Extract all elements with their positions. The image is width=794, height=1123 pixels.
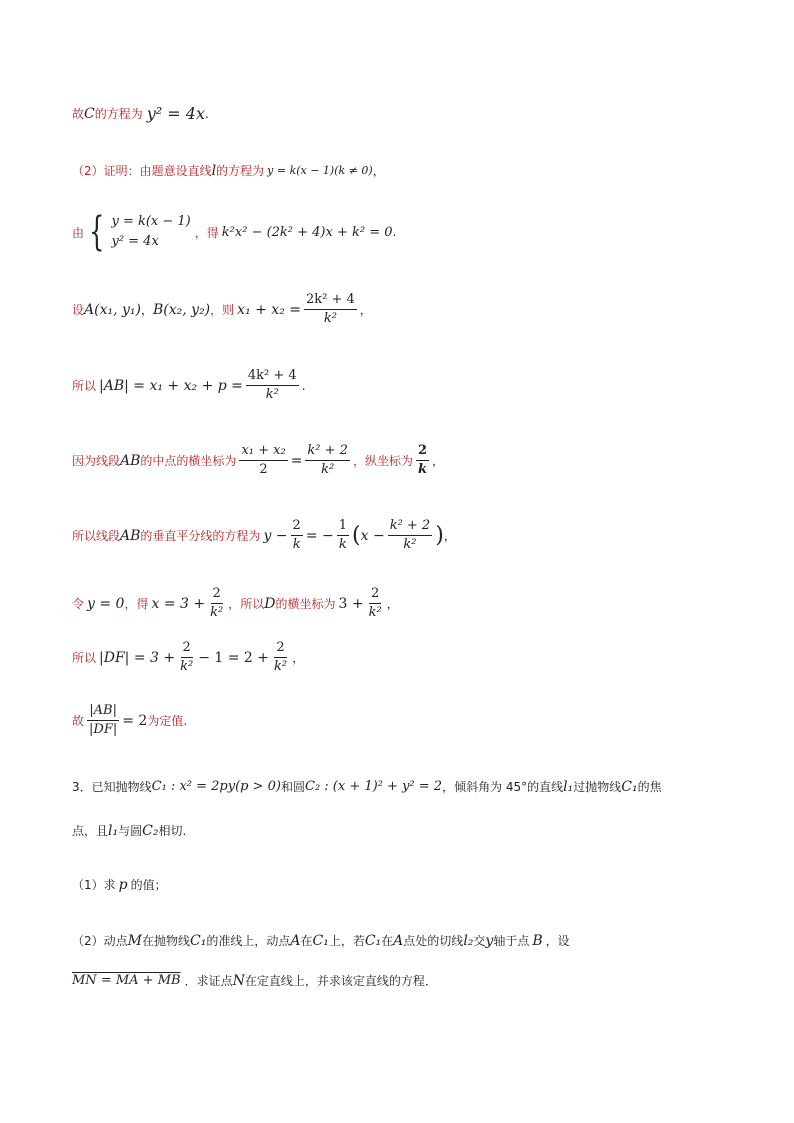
fraction bbox=[416, 443, 429, 478]
text: 为定值. bbox=[147, 714, 188, 728]
denominator: k² bbox=[274, 659, 288, 674]
text: 的焦 bbox=[637, 780, 662, 794]
fraction bbox=[305, 443, 350, 478]
text: . bbox=[204, 106, 209, 121]
numerator: 2 bbox=[181, 640, 193, 658]
math-y: y bbox=[485, 932, 494, 949]
numerator: k² + 2 bbox=[388, 518, 433, 536]
math-n: N bbox=[232, 972, 245, 989]
math-m: M bbox=[127, 932, 142, 949]
text: （2）动点 bbox=[72, 934, 128, 948]
math-c: C bbox=[84, 105, 95, 122]
fraction bbox=[87, 703, 119, 738]
proof-intro-line bbox=[72, 162, 734, 179]
text: （2）证明：由题意设直线 bbox=[72, 164, 212, 178]
math-d: D bbox=[264, 595, 276, 612]
math-line-equation: y = k(x − 1)(k ≠ 0) bbox=[267, 164, 373, 177]
math-y0: y = 0 bbox=[87, 595, 125, 612]
math-mid: − 1 = 2 + bbox=[198, 649, 270, 666]
text: 故 bbox=[72, 714, 85, 728]
text: 3．已知抛物线 bbox=[72, 780, 152, 794]
math-a: A bbox=[290, 932, 301, 949]
fraction bbox=[291, 518, 303, 553]
right-paren: ) bbox=[435, 523, 444, 548]
text: ．求证点 bbox=[184, 974, 233, 988]
math-a: A bbox=[393, 932, 404, 949]
text: 的值； bbox=[130, 878, 167, 892]
text: ， bbox=[359, 303, 372, 317]
text: ， bbox=[292, 651, 305, 665]
question-3-line-1 bbox=[72, 778, 734, 795]
text: 因为线段 bbox=[72, 454, 121, 468]
math-quadratic: k²x² − (2k² + 4)x + k² = 0 bbox=[221, 224, 393, 240]
math-l1: l₁ bbox=[108, 822, 119, 839]
text: 与圆 bbox=[118, 824, 143, 838]
denominator: k² bbox=[321, 462, 335, 477]
numerator: 2 bbox=[211, 586, 223, 604]
numerator: 2k² + 4 bbox=[304, 292, 357, 310]
denominator: k bbox=[417, 462, 427, 477]
math-c2: C₂ : (x + 1)² + y² = 2 bbox=[305, 779, 443, 794]
text: 的横坐标为 bbox=[275, 597, 336, 611]
math-lhs: y − bbox=[263, 527, 288, 544]
text: ， bbox=[443, 529, 456, 543]
text: ，得 bbox=[124, 597, 149, 611]
fraction bbox=[239, 443, 287, 478]
denominator: k² bbox=[368, 605, 382, 620]
numerator: |AB| bbox=[87, 703, 119, 721]
text: 所以线段 bbox=[72, 529, 121, 543]
math-equation: y² = 4x bbox=[146, 104, 205, 123]
text: 所以 bbox=[72, 379, 97, 393]
math-eq: = 2 bbox=[122, 712, 148, 729]
equation-system bbox=[111, 212, 190, 252]
text: 在 bbox=[300, 934, 313, 948]
fraction bbox=[178, 640, 195, 675]
denominator: k bbox=[338, 537, 347, 552]
fraction bbox=[246, 368, 299, 403]
df-length-line bbox=[72, 640, 734, 675]
math-ab: AB bbox=[120, 452, 141, 469]
math-c2: C₂ bbox=[142, 822, 159, 839]
question-3-line-2 bbox=[72, 822, 734, 839]
text: 的中点的横坐标为 bbox=[140, 454, 237, 468]
fraction bbox=[272, 640, 289, 675]
text: 在抛物线 bbox=[141, 934, 190, 948]
numerator: k² + 2 bbox=[305, 443, 350, 461]
system-eq-1: y = k(x − 1) bbox=[111, 214, 191, 229]
denominator: k² bbox=[265, 387, 279, 402]
question-3-part-2-line-1 bbox=[72, 932, 734, 949]
math-point-b: B(x₂, y₂) bbox=[153, 301, 211, 318]
equals: = bbox=[290, 452, 303, 469]
text: 故 bbox=[72, 107, 85, 121]
text: ，纵坐标为 bbox=[352, 454, 413, 468]
text: 过抛物线 bbox=[573, 780, 622, 794]
text: 由 bbox=[72, 225, 85, 240]
math-c1b: C₁ bbox=[621, 778, 638, 795]
numerator: 1 bbox=[337, 518, 349, 536]
math-x: x = 3 + bbox=[151, 595, 206, 612]
math-l: l bbox=[211, 162, 217, 179]
math-l1: l₁ bbox=[563, 778, 574, 795]
left-paren: ( bbox=[352, 523, 361, 548]
math-x2: 3 + bbox=[338, 595, 364, 612]
equals: = − bbox=[305, 527, 334, 544]
left-brace: { bbox=[89, 209, 105, 255]
text: 的垂直平分线的方程为 bbox=[140, 529, 261, 543]
math-ab-lhs: |AB| = x₁ + x₂ + p = bbox=[99, 377, 243, 394]
text: ， bbox=[140, 303, 153, 317]
math-ab: AB bbox=[120, 527, 141, 544]
ab-length-line bbox=[72, 368, 734, 403]
denominator: k bbox=[292, 537, 301, 552]
text: 在定直线上，并求该定直线的方程． bbox=[244, 974, 437, 988]
numerator: x₁ + x₂ bbox=[239, 443, 287, 461]
system-line bbox=[72, 209, 734, 255]
denominator: 2 bbox=[259, 462, 268, 477]
fraction bbox=[388, 518, 433, 553]
text: 上，若 bbox=[328, 934, 365, 948]
math-c1: C₁ bbox=[190, 932, 207, 949]
text: ，倾斜角为 45°的直线 bbox=[442, 780, 564, 794]
text: ，则 bbox=[210, 303, 235, 317]
math-l2: l₂ bbox=[463, 932, 474, 949]
text: （1）求 bbox=[72, 878, 116, 892]
text: ， bbox=[432, 454, 445, 468]
text: 点，且 bbox=[72, 824, 109, 838]
perpendicular-bisector-line bbox=[72, 518, 734, 553]
text: 的准线上，动点 bbox=[206, 934, 291, 948]
numerator: 2 bbox=[369, 586, 381, 604]
text: 设 bbox=[72, 303, 85, 317]
text: 交 bbox=[473, 934, 486, 948]
numerator: 2 bbox=[274, 640, 286, 658]
numerator: 2 bbox=[291, 518, 303, 536]
text: 轴于点 bbox=[493, 934, 530, 948]
numerator: 4k² + 4 bbox=[246, 368, 299, 386]
math-point-a: A(x₁, y₁) bbox=[84, 301, 141, 318]
text: 和圆 bbox=[280, 780, 305, 794]
text: 的方程为 bbox=[94, 107, 143, 121]
numerator: 2 bbox=[416, 443, 429, 461]
set-y-zero-line bbox=[72, 586, 734, 621]
math-x: x − bbox=[360, 527, 385, 544]
denominator: k² bbox=[403, 537, 417, 552]
question-3-part-2-line-2 bbox=[72, 972, 734, 989]
midpoint-line bbox=[72, 443, 734, 478]
conclusion-parabola-equation bbox=[72, 104, 734, 123]
text: . bbox=[392, 225, 397, 239]
text: 的方程为 bbox=[216, 164, 265, 178]
math-vector-equation: MN = MA + MB bbox=[72, 973, 181, 988]
system-eq-2: y² = 4x bbox=[111, 234, 159, 249]
denominator: k² bbox=[210, 605, 224, 620]
fraction bbox=[337, 518, 349, 553]
question-3-part-1 bbox=[72, 876, 734, 893]
text: ，设 bbox=[545, 934, 570, 948]
denominator: |DF| bbox=[89, 722, 118, 737]
math-c1: C₁ bbox=[312, 932, 329, 949]
text: 在 bbox=[381, 934, 394, 948]
math-c1: C₁ bbox=[364, 932, 382, 949]
text: ， bbox=[372, 164, 385, 178]
text: 点处的切线 bbox=[403, 934, 464, 948]
text: 所以 bbox=[72, 651, 97, 665]
roots-line bbox=[72, 292, 734, 327]
math-sum-lhs: x₁ + x₂ = bbox=[237, 301, 301, 318]
text: 相切. bbox=[158, 824, 187, 838]
text: ，得 bbox=[194, 225, 219, 240]
fraction bbox=[208, 586, 225, 621]
text: 令 bbox=[72, 597, 85, 611]
ratio-constant-line bbox=[72, 703, 734, 738]
fraction bbox=[367, 586, 384, 621]
denominator: k² bbox=[180, 659, 194, 674]
text: ， bbox=[386, 597, 399, 611]
text: ，所以 bbox=[228, 597, 265, 611]
math-c1: C₁ : x² = 2py(p > 0) bbox=[151, 779, 281, 794]
math-df: |DF| = 3 + bbox=[99, 649, 176, 666]
math-b: B bbox=[532, 932, 543, 949]
math-p: p bbox=[118, 876, 128, 893]
fraction bbox=[304, 292, 357, 327]
denominator: k² bbox=[323, 311, 337, 326]
text: . bbox=[301, 378, 306, 393]
